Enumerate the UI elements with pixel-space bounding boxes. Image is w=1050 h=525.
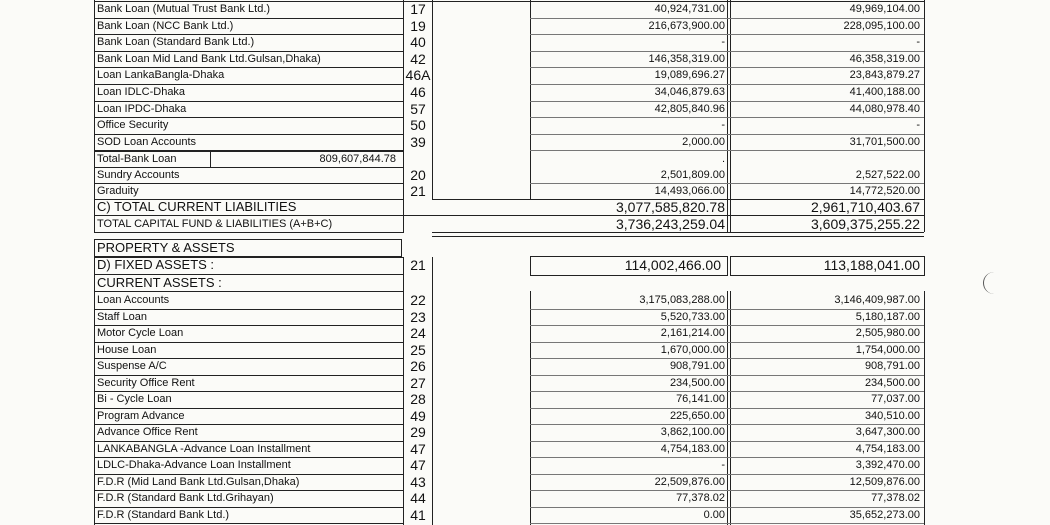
- liability-row: [0, 34, 1050, 51]
- total-bank-loan-row: [0, 151, 1050, 167]
- asset-previous: 77,378.02: [871, 492, 920, 504]
- asset-note: 28: [410, 391, 426, 407]
- asset-label: F.D.R (Mid Land Bank Ltd.Gulsan,Dhaka): [97, 475, 300, 488]
- asset-row: [0, 358, 1050, 375]
- row-rule: [432, 232, 924, 233]
- asset-current: 22,509,876.00: [654, 475, 725, 488]
- asset-current: 5,520,733.00: [660, 310, 725, 323]
- asset-label: F.D.R (Standard Bank Ltd.Grihayan): [97, 492, 274, 504]
- asset-current: 234,500.00: [669, 376, 725, 389]
- liability-note: 40: [410, 34, 426, 51]
- asset-note: 23: [410, 308, 426, 325]
- row-rule: [94, 232, 404, 233]
- asset-label: Loan Accounts: [97, 294, 170, 306]
- asset-row: [0, 507, 1050, 524]
- liability-row: [0, 67, 1050, 84]
- asset-current: 2,161,214.00: [660, 327, 725, 339]
- asset-previous: 3,647,300.00: [855, 426, 920, 438]
- asset-note: 44: [410, 490, 426, 506]
- liability-label: Bank Loan Mid Land Bank Ltd.Gulsan,Dhaka): [97, 52, 321, 65]
- asset-label: Program Advance: [97, 409, 185, 422]
- asset-row: [0, 292, 1050, 309]
- asset-label: LDLC-Dhaka-Advance Loan Installment: [97, 459, 291, 471]
- asset-previous: 340,510.00: [864, 409, 920, 422]
- fixed-assets-previous: 113,188,041.00: [823, 257, 920, 273]
- liability-previous: 46,358,319.00: [849, 52, 920, 65]
- asset-note: 41: [410, 506, 426, 523]
- asset-note: 24: [410, 325, 426, 341]
- asset-label: Motor Cycle Loan: [97, 327, 184, 339]
- liability-previous: 23,843,879.27: [849, 69, 920, 82]
- row-rule: [94, 523, 403, 524]
- liability-note: 17: [410, 1, 426, 17]
- property-heading: PROPERTY & ASSETS: [97, 240, 235, 255]
- row-rule: [94, 151, 403, 152]
- fixed-assets-row: [0, 257, 1050, 274]
- liability-row: [0, 101, 1050, 118]
- asset-note: 49: [410, 407, 426, 424]
- fixed-assets-note: 21: [410, 257, 426, 273]
- liability-note: 46: [410, 84, 426, 100]
- row-rule: [432, 236, 924, 237]
- asset-label: F.D.R (Standard Bank Ltd.): [97, 508, 230, 521]
- liability-row: [0, 84, 1050, 101]
- asset-previous: 1,754,000.00: [855, 343, 920, 356]
- asset-current: 76,141.00: [676, 393, 725, 405]
- liability-current: 216,673,900.00: [648, 19, 725, 32]
- current-liabilities-previous: 2,961,710,403.67: [811, 199, 920, 215]
- liability-current: 146,358,319.00: [648, 52, 725, 65]
- liability-current: 40,924,731.00: [654, 3, 725, 15]
- liability-note: 21: [410, 183, 426, 199]
- liability-previous: 31,701,500.00: [849, 135, 920, 148]
- liability-row: [0, 134, 1050, 151]
- asset-previous: 3,146,409,987.00: [834, 294, 920, 306]
- liability-label: Sundry Accounts: [97, 169, 180, 181]
- liability-current: 14,493,066.00: [654, 185, 725, 197]
- total-capital-label: TOTAL CAPITAL FUND & LIABILITIES (A+B+C): [97, 218, 333, 230]
- asset-previous: 3,392,470.00: [855, 459, 920, 471]
- liability-label: Bank Loan (Mutual Trust Bank Ltd.): [97, 3, 271, 15]
- total-capital-previous: 3,609,375,255.22: [811, 216, 920, 232]
- current-liabilities-current: 3,077,585,820.78: [616, 199, 725, 215]
- asset-note: 47: [410, 440, 426, 457]
- asset-current: 77,378.02: [676, 492, 725, 504]
- current-assets-heading-row: [0, 275, 1050, 292]
- liability-previous: 49,969,104.00: [849, 3, 920, 15]
- asset-note: 27: [410, 374, 426, 391]
- liability-current: -: [721, 36, 725, 49]
- liability-note: 50: [410, 117, 426, 134]
- liability-previous: -: [916, 119, 920, 132]
- asset-row: [0, 325, 1050, 342]
- liability-label: Bank Loan (Standard Bank Ltd.): [97, 36, 255, 49]
- asset-row: [0, 474, 1050, 491]
- liability-note: 42: [410, 50, 426, 67]
- liability-previous: 228,095,100.00: [843, 19, 920, 32]
- liability-label: Office Security: [97, 119, 169, 132]
- asset-row: [0, 342, 1050, 359]
- asset-row: [0, 457, 1050, 474]
- asset-row: [0, 391, 1050, 408]
- liability-label: Bank Loan (NCC Bank Ltd.): [97, 19, 234, 32]
- asset-label: Suspense A/C: [97, 360, 167, 372]
- liability-label: Loan LankaBangla-Dhaka: [97, 69, 225, 82]
- liability-label: Loan IPDC-Dhaka: [97, 102, 187, 115]
- fixed-assets-label: D) FIXED ASSETS :: [97, 257, 215, 272]
- liability-current: 19,089,696.27: [654, 69, 725, 82]
- liability-note: 39: [410, 133, 426, 150]
- asset-note: 22: [410, 292, 426, 308]
- asset-previous: 5,180,187.00: [855, 310, 920, 323]
- total-bank-loan-value: 809,607,844.78: [319, 153, 396, 165]
- asset-note: 47: [410, 457, 426, 473]
- asset-current: 3,862,100.00: [660, 426, 725, 438]
- asset-note: 26: [410, 358, 426, 374]
- row-rule: [94, 1, 924, 2]
- asset-label: Advance Office Rent: [97, 426, 198, 438]
- current-assets-heading: CURRENT ASSETS :: [97, 275, 222, 290]
- liability-label: Loan IDLC-Dhaka: [97, 86, 186, 98]
- asset-label: LANKABANGLA -Advance Loan Installment: [97, 442, 311, 455]
- current-liabilities-row: [0, 199, 1050, 215]
- liability-previous: 14,772,520.00: [849, 185, 920, 197]
- liability-previous: -: [916, 36, 920, 49]
- liability-current: 34,046,879.63: [654, 86, 725, 98]
- row-rule: [530, 523, 924, 524]
- asset-current: -: [721, 459, 725, 471]
- asset-current: 1,670,000.00: [660, 343, 725, 356]
- asset-row: [0, 490, 1050, 507]
- total-bank-loan-label: Total-Bank Loan: [97, 153, 177, 165]
- total-capital-current: 3,736,243,259.04: [616, 216, 725, 232]
- liability-note: 46A: [405, 67, 431, 84]
- liability-row: [0, 1, 1050, 18]
- asset-previous: 2,505,980.00: [855, 327, 920, 339]
- asset-current: 225,650.00: [669, 409, 725, 422]
- asset-row: [0, 408, 1050, 425]
- asset-label: Security Office Rent: [97, 376, 195, 389]
- asset-label: Bi - Cycle Loan: [97, 393, 172, 405]
- liability-current: 42,805,840.96: [654, 102, 725, 115]
- asset-current: 3,175,083,288.00: [639, 294, 725, 306]
- total-capital-row: [0, 216, 1050, 232]
- liability-row: [0, 18, 1050, 35]
- asset-row: [0, 424, 1050, 441]
- liability-current: 2,000.00: [682, 135, 725, 148]
- asset-previous: 234,500.00: [864, 376, 920, 389]
- asset-previous: 12,509,876.00: [849, 475, 920, 488]
- liability-previous: 41,400,188.00: [849, 86, 920, 98]
- liability-row: [0, 167, 1050, 183]
- liability-label: SOD Loan Accounts: [97, 135, 197, 148]
- margin-pencil-mark: [983, 272, 1002, 294]
- liability-current: -: [721, 119, 725, 132]
- total-bank-loan-divider: [210, 151, 211, 167]
- asset-row: [0, 375, 1050, 392]
- asset-current: 0.00: [703, 508, 725, 521]
- asset-previous: 77,037.00: [871, 393, 920, 405]
- current-liabilities-label: C) TOTAL CURRENT LIABILITIES: [97, 199, 297, 214]
- liability-current: 2,501,809.00: [660, 169, 725, 181]
- asset-current: 908,791.00: [669, 360, 725, 372]
- liability-row: [0, 51, 1050, 68]
- asset-previous: 908,791.00: [864, 360, 920, 372]
- row-rule: [94, 257, 403, 258]
- liability-previous: 44,080,978.40: [849, 102, 920, 115]
- liability-row: [0, 117, 1050, 134]
- liability-label: Graduity: [97, 185, 139, 197]
- asset-note: 25: [410, 341, 426, 358]
- asset-previous: 35,652,273.00: [849, 508, 920, 521]
- asset-note: 29: [410, 424, 426, 440]
- asset-row: [0, 309, 1050, 326]
- asset-label: Staff Loan: [97, 310, 147, 323]
- row-rule: [432, 199, 924, 200]
- liability-note: 19: [410, 17, 426, 34]
- row-rule: [94, 199, 404, 200]
- liability-row: [0, 183, 1050, 199]
- total-bank-loan-current: .: [721, 153, 725, 165]
- fixed-assets-current: 114,002,466.00: [624, 257, 721, 273]
- asset-note: 43: [410, 473, 426, 490]
- liability-note: 20: [410, 167, 426, 183]
- property-heading-row: [0, 240, 1050, 256]
- asset-previous: 4,754,183.00: [855, 442, 920, 455]
- asset-label: House Loan: [97, 343, 157, 356]
- liability-previous: 2,527,522.00: [855, 169, 920, 181]
- liability-note: 57: [410, 100, 426, 117]
- asset-row: [0, 441, 1050, 458]
- asset-current: 4,754,183.00: [660, 442, 725, 455]
